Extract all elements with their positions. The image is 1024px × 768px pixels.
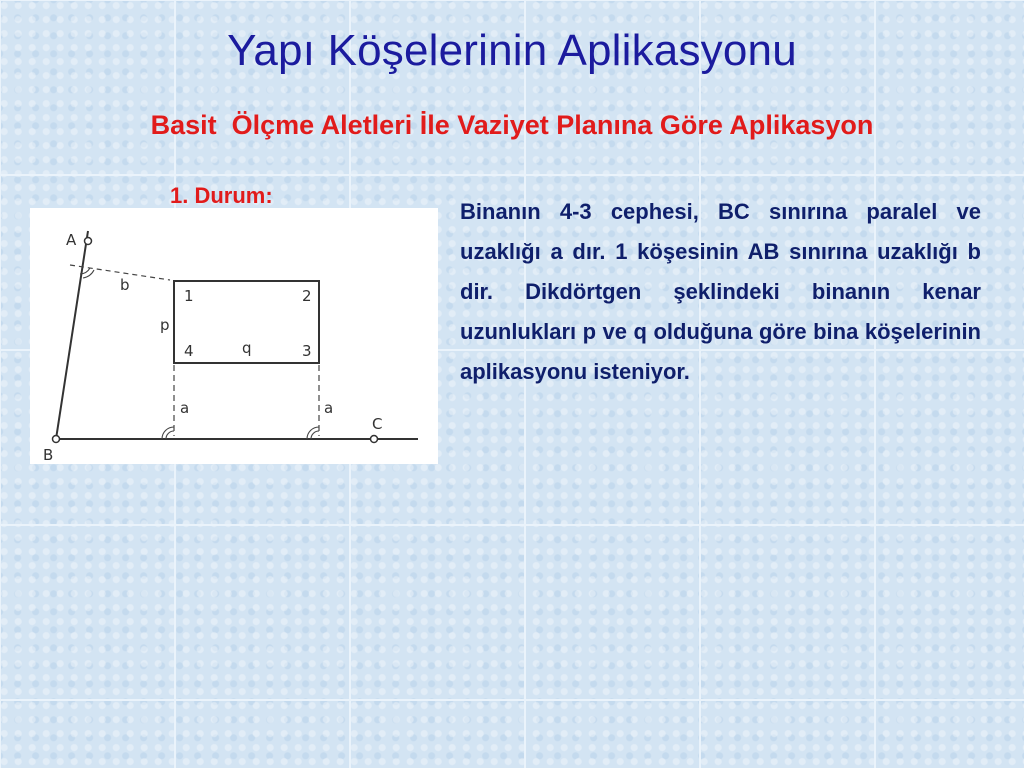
case-label: 1. Durum: xyxy=(170,183,273,208)
label-corner-4: 4 xyxy=(184,342,194,360)
label-point-b: B xyxy=(43,446,54,464)
label-distance-a-right: a xyxy=(324,399,334,417)
site-plan-diagram xyxy=(30,208,438,464)
point-a-marker xyxy=(85,238,92,245)
label-corner-2: 2 xyxy=(302,287,312,305)
problem-description: Binanın 4-3 cephesi, BC sınırına paralel ve uzaklığı a dır. 1 köşesinin AB sınırına uzaklığı b dir. Dikdörtgen şeklindeki binanın kenar uzunlukları p ve q olduğuna göre bina köşelerinin aplikasyonu isteniyor. xyxy=(460,199,981,384)
label-point-a: A xyxy=(66,231,77,249)
label-distance-b: b xyxy=(120,276,130,294)
label-point-c: C xyxy=(372,415,383,433)
label-corner-1: 1 xyxy=(184,287,194,305)
label-side-p: p xyxy=(160,316,170,334)
slide-subtitle: Basit Ölçme Aletleri İle Vaziyet Planına Göre Aplikasyon xyxy=(150,110,874,140)
boundary-line-ab xyxy=(56,231,88,439)
slide-title: Yapı Köşelerinin Aplikasyonu xyxy=(227,26,797,75)
point-c-marker xyxy=(371,436,378,443)
label-corner-3: 3 xyxy=(302,342,312,360)
site-plan-svg xyxy=(30,208,438,464)
label-side-q: q xyxy=(242,339,252,357)
label-distance-a-left: a xyxy=(180,399,190,417)
point-b-marker xyxy=(53,436,60,443)
